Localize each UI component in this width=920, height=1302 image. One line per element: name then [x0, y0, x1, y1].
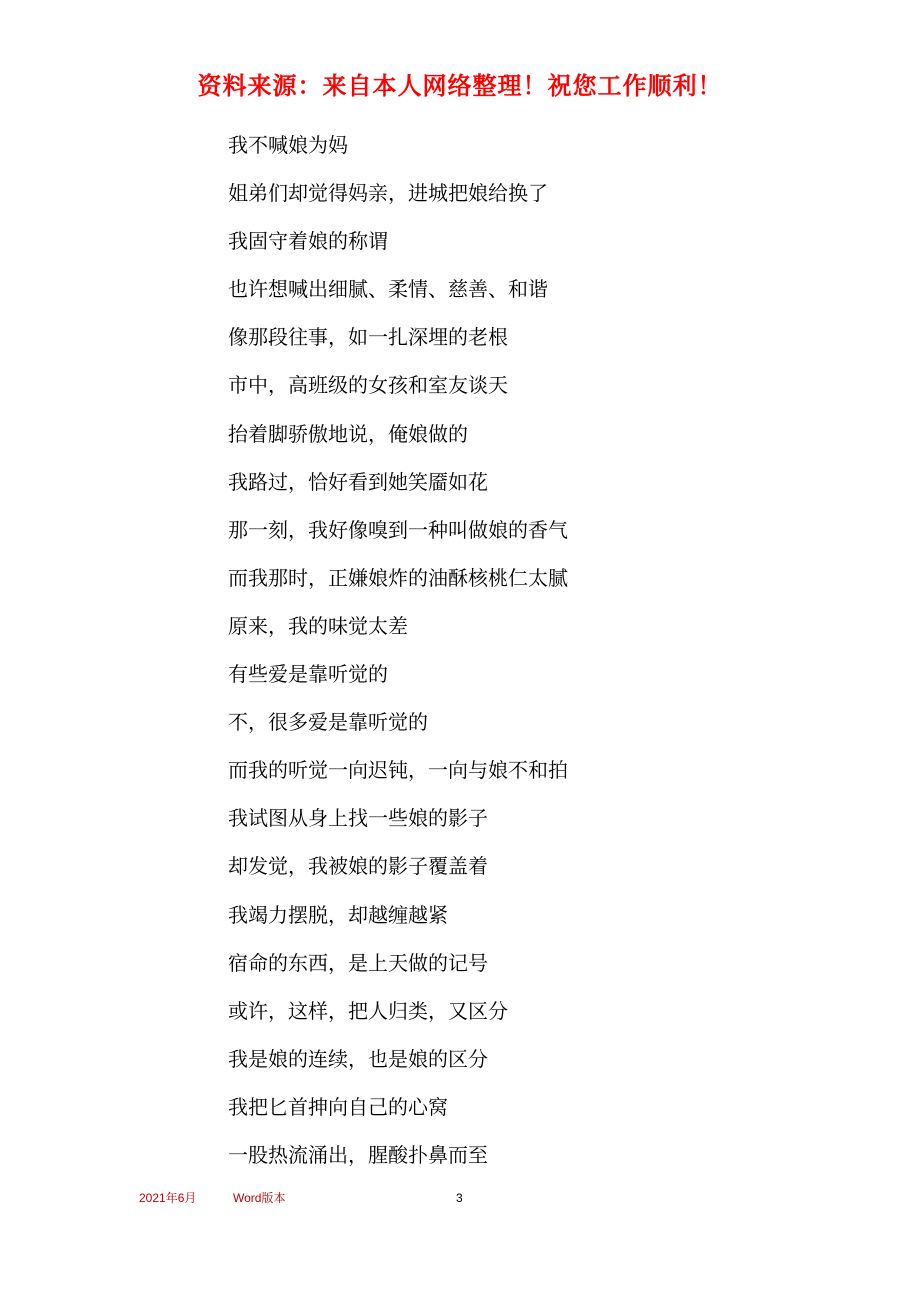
poem-line: 我固守着娘的称谓 [228, 229, 388, 254]
poem-body [228, 129, 568, 1187]
footer-date: 2021年6月 [139, 1191, 197, 1205]
poem-line: 我路过，恰好看到她笑靥如花 [228, 469, 488, 494]
poem-line: 不，很多爱是靠听觉的 [228, 710, 428, 735]
poem-line: 我不喊娘为妈 [228, 133, 348, 157]
poem-line: 一股热流涌出，腥酸扑鼻而至 [228, 1142, 488, 1167]
poem-line: 我把匕首抻向自己的心窝 [228, 1094, 448, 1119]
poem-line: 那一刻，我好像嗅到一种叫做娘的香气 [228, 517, 568, 542]
footer-version-label: Word版本 [233, 1191, 286, 1205]
poem-line: 我是娘的连续，也是娘的区分 [228, 1046, 488, 1071]
poem-line: 有些爱是靠听觉的 [228, 662, 388, 687]
poem-line: 或许，这样，把人归类，又区分 [228, 998, 508, 1023]
page-footer [0, 1187, 920, 1209]
footer-page-number: 3 [456, 1191, 463, 1205]
poem-line: 而我的听觉一向迟钝，一向与娘不和拍 [228, 758, 568, 783]
poem-line: 像那段往事，如一扎深埋的老根 [228, 325, 508, 350]
poem-line: 而我那时，正嫌娘炸的油酥核桃仁太腻 [228, 565, 568, 590]
poem-line: 抬着脚骄傲地说，俺娘做的 [228, 421, 468, 446]
poem-line: 原来，我的味觉太差 [228, 613, 408, 638]
poem-line: 也许想喊出细腻、柔情、慈善、和谐 [228, 277, 548, 302]
page-header-banner: 资料来源：来自本人网络整理！祝您工作顺利！ [197, 72, 723, 100]
poem-line: 宿命的东西，是上天做的记号 [228, 950, 488, 975]
poem-line: 却发觉，我被娘的影子覆盖着 [228, 854, 488, 879]
poem-line: 姐弟们却觉得妈亲，进城把娘给换了 [228, 181, 548, 206]
poem-line: 我试图从身上找一些娘的影子 [228, 806, 488, 831]
poem-line: 市中，高班级的女孩和室友谈天 [228, 373, 508, 398]
poem-line: 我竭力摆脱，却越缠越紧 [228, 902, 448, 927]
